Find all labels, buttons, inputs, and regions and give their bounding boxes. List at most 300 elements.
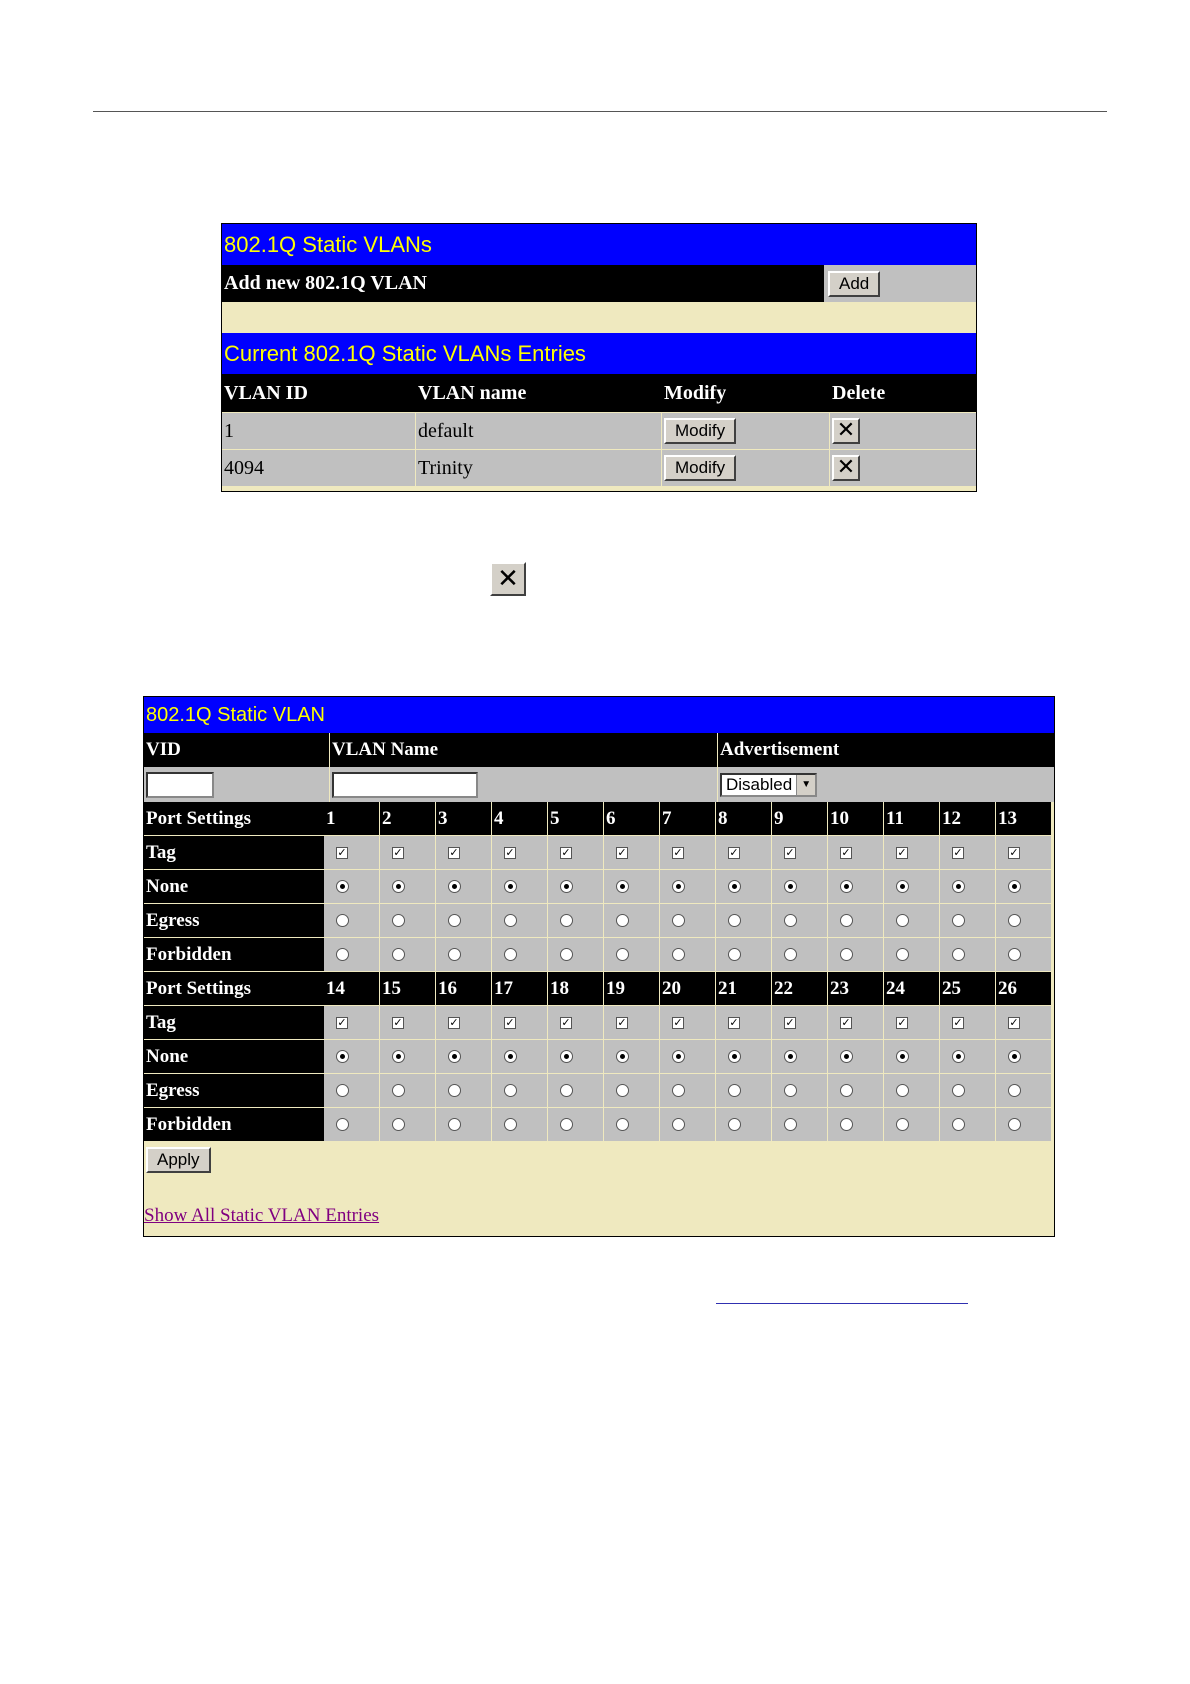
port-cell bbox=[884, 1006, 940, 1040]
port-cell bbox=[324, 1040, 380, 1074]
delete-x-icon[interactable]: ✕ bbox=[832, 455, 860, 481]
port-cell bbox=[828, 1108, 884, 1142]
port-number-header: 24 bbox=[884, 972, 940, 1006]
egress-radio[interactable] bbox=[672, 914, 685, 927]
radio-selected-dot bbox=[900, 884, 905, 889]
vlan-name-input[interactable] bbox=[332, 772, 478, 798]
egress-radio[interactable] bbox=[504, 1084, 517, 1097]
modify-button[interactable]: Modify bbox=[664, 418, 736, 444]
port-cell bbox=[548, 870, 604, 904]
port-cell bbox=[660, 904, 716, 938]
egress-radio[interactable] bbox=[448, 914, 461, 927]
port-setting-label: None bbox=[144, 1040, 324, 1074]
port-setting-label: Egress bbox=[144, 904, 324, 938]
port-cell bbox=[940, 1108, 996, 1142]
none-radio[interactable] bbox=[336, 880, 349, 893]
forbidden-radio[interactable] bbox=[616, 948, 629, 961]
port-setting-row-forbidden bbox=[144, 1108, 1054, 1142]
port-number-header: 3 bbox=[436, 802, 492, 836]
port-number-header: 21 bbox=[716, 972, 772, 1006]
none-radio[interactable] bbox=[616, 1050, 629, 1063]
none-radio[interactable] bbox=[728, 880, 741, 893]
port-cell bbox=[380, 836, 436, 870]
port-number-header: 10 bbox=[828, 802, 884, 836]
none-radio[interactable] bbox=[392, 1050, 405, 1063]
port-cell bbox=[884, 870, 940, 904]
none-radio[interactable] bbox=[952, 880, 965, 893]
static-vlans-panel bbox=[221, 223, 977, 492]
egress-radio[interactable] bbox=[728, 1084, 741, 1097]
tag-checkbox[interactable]: ✓ bbox=[1009, 845, 1019, 859]
port-cell bbox=[436, 836, 492, 870]
none-radio[interactable] bbox=[504, 880, 517, 893]
port-cell bbox=[996, 836, 1052, 870]
port-cell bbox=[548, 904, 604, 938]
tag-checkbox[interactable]: ✓ bbox=[561, 845, 571, 859]
port-cell bbox=[996, 1006, 1052, 1040]
none-radio[interactable] bbox=[952, 1050, 965, 1063]
forbidden-radio[interactable] bbox=[504, 948, 517, 961]
forbidden-radio[interactable] bbox=[840, 1118, 853, 1131]
entries-header bbox=[222, 374, 976, 412]
forbidden-radio[interactable] bbox=[616, 1118, 629, 1131]
col-modify: Modify bbox=[662, 374, 830, 412]
port-cell bbox=[716, 904, 772, 938]
port-cell bbox=[828, 870, 884, 904]
radio-selected-dot bbox=[1012, 884, 1017, 889]
port-settings-label: Port Settings bbox=[144, 972, 324, 1006]
port-cell bbox=[996, 1108, 1052, 1142]
tag-checkbox[interactable]: ✓ bbox=[673, 1015, 683, 1029]
tag-checkbox[interactable]: ✓ bbox=[449, 845, 459, 859]
port-cell bbox=[380, 938, 436, 972]
port-cell bbox=[436, 1040, 492, 1074]
delete-cell bbox=[830, 450, 976, 486]
apply-button[interactable]: Apply bbox=[146, 1147, 211, 1173]
tag-checkbox[interactable]: ✓ bbox=[449, 1015, 459, 1029]
radio-selected-dot bbox=[340, 1054, 345, 1059]
port-number-header: 4 bbox=[492, 802, 548, 836]
egress-radio[interactable] bbox=[672, 1084, 685, 1097]
port-cell bbox=[380, 1074, 436, 1108]
none-radio[interactable] bbox=[784, 1050, 797, 1063]
egress-radio[interactable] bbox=[840, 1084, 853, 1097]
port-setting-label: Forbidden bbox=[144, 938, 324, 972]
forbidden-radio[interactable] bbox=[728, 948, 741, 961]
port-number-header: 5 bbox=[548, 802, 604, 836]
egress-radio[interactable] bbox=[952, 914, 965, 927]
egress-radio[interactable] bbox=[616, 1084, 629, 1097]
radio-selected-dot bbox=[452, 1054, 457, 1059]
port-cell bbox=[940, 1074, 996, 1108]
port-settings-grid bbox=[144, 802, 1054, 1142]
advertisement-cell bbox=[718, 767, 1054, 802]
port-cell bbox=[716, 1006, 772, 1040]
forbidden-radio[interactable] bbox=[784, 948, 797, 961]
tag-checkbox[interactable]: ✓ bbox=[785, 845, 795, 859]
advertisement-value: Disabled bbox=[726, 774, 793, 794]
tag-checkbox[interactable]: ✓ bbox=[897, 845, 907, 859]
forbidden-radio[interactable] bbox=[392, 948, 405, 961]
vid-cell bbox=[144, 767, 330, 802]
forbidden-radio[interactable] bbox=[728, 1118, 741, 1131]
port-cell bbox=[884, 938, 940, 972]
port-cell bbox=[772, 1006, 828, 1040]
port-cell bbox=[604, 1006, 660, 1040]
port-number-header: 20 bbox=[660, 972, 716, 1006]
forbidden-radio[interactable] bbox=[560, 948, 573, 961]
port-setting-label: Forbidden bbox=[144, 1108, 324, 1142]
port-cell bbox=[380, 904, 436, 938]
egress-radio[interactable] bbox=[896, 1084, 909, 1097]
col-vlan-id: VLAN ID bbox=[222, 374, 416, 412]
forbidden-radio[interactable] bbox=[952, 1118, 965, 1131]
modify-button[interactable]: Modify bbox=[664, 455, 736, 481]
forbidden-radio[interactable] bbox=[952, 948, 965, 961]
forbidden-radio[interactable] bbox=[672, 1118, 685, 1131]
port-cell bbox=[604, 1040, 660, 1074]
table-row bbox=[222, 412, 976, 449]
none-radio[interactable] bbox=[672, 880, 685, 893]
vlan-id-cell: 1 bbox=[222, 413, 416, 449]
port-cell bbox=[548, 1074, 604, 1108]
radio-selected-dot bbox=[564, 1054, 569, 1059]
radio-selected-dot bbox=[732, 884, 737, 889]
port-cell bbox=[940, 904, 996, 938]
port-cell bbox=[380, 1006, 436, 1040]
none-radio[interactable] bbox=[1008, 880, 1021, 893]
forbidden-radio[interactable] bbox=[336, 948, 349, 961]
egress-radio[interactable] bbox=[448, 1084, 461, 1097]
egress-radio[interactable] bbox=[1008, 1084, 1021, 1097]
footer-link-underline bbox=[716, 1303, 968, 1304]
port-cell bbox=[324, 904, 380, 938]
vlan-fields-row bbox=[144, 767, 1054, 802]
tag-checkbox[interactable]: ✓ bbox=[673, 845, 683, 859]
port-cell bbox=[660, 870, 716, 904]
forbidden-radio[interactable] bbox=[672, 948, 685, 961]
port-setting-row-egress bbox=[144, 904, 1054, 938]
tag-checkbox[interactable]: ✓ bbox=[505, 1015, 515, 1029]
tag-checkbox[interactable]: ✓ bbox=[561, 1015, 571, 1029]
port-cell bbox=[996, 1040, 1052, 1074]
port-setting-label: Tag bbox=[144, 836, 324, 870]
port-cell bbox=[492, 1074, 548, 1108]
show-all-cell bbox=[144, 1205, 379, 1227]
port-cell bbox=[604, 904, 660, 938]
egress-radio[interactable] bbox=[616, 914, 629, 927]
port-cell bbox=[996, 938, 1052, 972]
port-number-header: 16 bbox=[436, 972, 492, 1006]
egress-radio[interactable] bbox=[784, 1084, 797, 1097]
port-cell bbox=[716, 870, 772, 904]
none-radio[interactable] bbox=[896, 1050, 909, 1063]
port-settings-header-row bbox=[144, 802, 1054, 836]
port-cell bbox=[660, 1006, 716, 1040]
egress-radio[interactable] bbox=[952, 1084, 965, 1097]
table-row bbox=[222, 449, 976, 486]
radio-selected-dot bbox=[508, 884, 513, 889]
radio-selected-dot bbox=[1012, 1054, 1017, 1059]
none-radio[interactable] bbox=[728, 1050, 741, 1063]
none-radio[interactable] bbox=[840, 1050, 853, 1063]
port-cell bbox=[828, 938, 884, 972]
port-number-header: 8 bbox=[716, 802, 772, 836]
tag-checkbox[interactable]: ✓ bbox=[1009, 1015, 1019, 1029]
modify-cell bbox=[662, 450, 830, 486]
egress-radio[interactable] bbox=[504, 914, 517, 927]
advertisement-select[interactable] bbox=[720, 773, 817, 797]
port-cell bbox=[492, 1006, 548, 1040]
egress-radio[interactable] bbox=[1008, 914, 1021, 927]
forbidden-radio[interactable] bbox=[1008, 1118, 1021, 1131]
egress-radio[interactable] bbox=[560, 1084, 573, 1097]
port-cell bbox=[884, 836, 940, 870]
radio-selected-dot bbox=[788, 884, 793, 889]
vlan-id-cell: 4094 bbox=[222, 450, 416, 486]
port-cell bbox=[940, 870, 996, 904]
delete-x-icon[interactable]: ✕ bbox=[832, 418, 860, 444]
port-cell bbox=[548, 836, 604, 870]
port-setting-row-none bbox=[144, 870, 1054, 904]
forbidden-radio[interactable] bbox=[392, 1118, 405, 1131]
port-cell bbox=[660, 1074, 716, 1108]
port-setting-row-egress bbox=[144, 1074, 1054, 1108]
vid-label: VID bbox=[144, 733, 330, 767]
egress-radio[interactable] bbox=[840, 914, 853, 927]
static-vlan-title: 802.1Q Static VLAN bbox=[144, 697, 1054, 733]
modify-cell bbox=[662, 413, 830, 449]
port-cell bbox=[604, 938, 660, 972]
egress-radio[interactable] bbox=[784, 914, 797, 927]
forbidden-radio[interactable] bbox=[448, 1118, 461, 1131]
radio-selected-dot bbox=[396, 1054, 401, 1059]
delete-x-icon: ✕ bbox=[490, 562, 526, 596]
tag-checkbox[interactable]: ✓ bbox=[953, 845, 963, 859]
tag-checkbox[interactable]: ✓ bbox=[617, 845, 627, 859]
port-cell bbox=[548, 938, 604, 972]
port-cell bbox=[884, 1040, 940, 1074]
forbidden-radio[interactable] bbox=[896, 1118, 909, 1131]
radio-selected-dot bbox=[396, 884, 401, 889]
none-radio[interactable] bbox=[560, 880, 573, 893]
none-radio[interactable] bbox=[616, 880, 629, 893]
port-cell bbox=[660, 1040, 716, 1074]
port-cell bbox=[716, 1108, 772, 1142]
port-number-header: 9 bbox=[772, 802, 828, 836]
egress-radio[interactable] bbox=[560, 914, 573, 927]
port-setting-label: None bbox=[144, 870, 324, 904]
port-cell bbox=[772, 870, 828, 904]
chevron-down-icon: ▼ bbox=[796, 775, 815, 795]
none-radio[interactable] bbox=[1008, 1050, 1021, 1063]
tag-checkbox[interactable]: ✓ bbox=[729, 1015, 739, 1029]
port-cell bbox=[380, 870, 436, 904]
port-cell bbox=[324, 1006, 380, 1040]
forbidden-radio[interactable] bbox=[840, 948, 853, 961]
col-vlan-name: VLAN name bbox=[416, 374, 662, 412]
egress-radio[interactable] bbox=[728, 914, 741, 927]
tag-checkbox[interactable]: ✓ bbox=[393, 845, 403, 859]
port-cell bbox=[324, 836, 380, 870]
port-cell bbox=[828, 836, 884, 870]
port-cell bbox=[716, 1040, 772, 1074]
port-number-header: 15 bbox=[380, 972, 436, 1006]
entries-title: Current 802.1Q Static VLANs Entries bbox=[222, 333, 976, 374]
radio-selected-dot bbox=[564, 884, 569, 889]
none-radio[interactable] bbox=[448, 880, 461, 893]
port-cell bbox=[604, 870, 660, 904]
port-cell bbox=[716, 1074, 772, 1108]
show-all-static-vlan-entries-link[interactable]: Show All Static VLAN Entries bbox=[144, 1205, 380, 1226]
port-cell bbox=[884, 904, 940, 938]
vlan-name-cell bbox=[330, 767, 718, 802]
port-number-header: 2 bbox=[380, 802, 436, 836]
forbidden-radio[interactable] bbox=[1008, 948, 1021, 961]
port-cell bbox=[436, 938, 492, 972]
vid-input[interactable] bbox=[146, 772, 214, 798]
forbidden-radio[interactable] bbox=[896, 948, 909, 961]
port-cell bbox=[548, 1108, 604, 1142]
port-number-header: 7 bbox=[660, 802, 716, 836]
none-radio[interactable] bbox=[784, 880, 797, 893]
tag-checkbox[interactable]: ✓ bbox=[785, 1015, 795, 1029]
forbidden-radio[interactable] bbox=[448, 948, 461, 961]
port-cell bbox=[492, 1108, 548, 1142]
radio-selected-dot bbox=[732, 1054, 737, 1059]
port-cell bbox=[660, 938, 716, 972]
top-rule bbox=[93, 111, 1107, 112]
port-cell bbox=[492, 1040, 548, 1074]
port-cell bbox=[492, 938, 548, 972]
radio-selected-dot bbox=[788, 1054, 793, 1059]
none-radio[interactable] bbox=[336, 1050, 349, 1063]
egress-radio[interactable] bbox=[896, 914, 909, 927]
tag-checkbox[interactable]: ✓ bbox=[897, 1015, 907, 1029]
port-cell bbox=[772, 938, 828, 972]
tag-checkbox[interactable]: ✓ bbox=[617, 1015, 627, 1029]
radio-selected-dot bbox=[676, 884, 681, 889]
port-cell bbox=[772, 1074, 828, 1108]
port-cell bbox=[324, 870, 380, 904]
port-cell bbox=[828, 1006, 884, 1040]
port-cell bbox=[492, 836, 548, 870]
port-cell bbox=[772, 904, 828, 938]
egress-radio[interactable] bbox=[392, 1084, 405, 1097]
port-cell bbox=[436, 870, 492, 904]
port-number-header: 22 bbox=[772, 972, 828, 1006]
none-radio[interactable] bbox=[672, 1050, 685, 1063]
radio-selected-dot bbox=[956, 884, 961, 889]
port-cell bbox=[772, 836, 828, 870]
tag-checkbox[interactable]: ✓ bbox=[729, 845, 739, 859]
port-cell bbox=[996, 1074, 1052, 1108]
port-cell bbox=[660, 1108, 716, 1142]
none-radio[interactable] bbox=[896, 880, 909, 893]
radio-selected-dot bbox=[844, 884, 849, 889]
port-cell bbox=[772, 1108, 828, 1142]
port-number-header: 13 bbox=[996, 802, 1052, 836]
port-number-header: 1 bbox=[324, 802, 380, 836]
port-cell bbox=[828, 904, 884, 938]
radio-selected-dot bbox=[340, 884, 345, 889]
port-setting-row-tag bbox=[144, 1006, 1054, 1040]
static-vlans-title: 802.1Q Static VLANs bbox=[222, 224, 976, 265]
port-cell bbox=[884, 1074, 940, 1108]
col-delete: Delete bbox=[830, 374, 976, 412]
port-cell bbox=[324, 938, 380, 972]
tag-checkbox[interactable]: ✓ bbox=[841, 1015, 851, 1029]
tag-checkbox[interactable]: ✓ bbox=[337, 845, 347, 859]
none-radio[interactable] bbox=[392, 880, 405, 893]
add-vlan-row bbox=[222, 265, 976, 302]
vlan-name-label: VLAN Name bbox=[330, 733, 718, 767]
forbidden-radio[interactable] bbox=[784, 1118, 797, 1131]
port-cell bbox=[940, 938, 996, 972]
vlan-name-cell: Trinity bbox=[416, 450, 662, 486]
port-cell bbox=[604, 1108, 660, 1142]
port-cell bbox=[884, 1108, 940, 1142]
port-number-header: 19 bbox=[604, 972, 660, 1006]
none-radio[interactable] bbox=[840, 880, 853, 893]
vlan-fields-header bbox=[144, 733, 1054, 767]
radio-selected-dot bbox=[844, 1054, 849, 1059]
port-cell bbox=[716, 938, 772, 972]
tag-checkbox[interactable]: ✓ bbox=[393, 1015, 403, 1029]
egress-radio[interactable] bbox=[336, 1084, 349, 1097]
egress-radio[interactable] bbox=[336, 914, 349, 927]
add-cell bbox=[824, 265, 976, 302]
tag-checkbox[interactable]: ✓ bbox=[953, 1015, 963, 1029]
vlan-name-cell: default bbox=[416, 413, 662, 449]
forbidden-radio[interactable] bbox=[560, 1118, 573, 1131]
port-number-header: 6 bbox=[604, 802, 660, 836]
port-cell bbox=[996, 870, 1052, 904]
delete-cell bbox=[830, 413, 976, 449]
port-cell bbox=[940, 836, 996, 870]
none-radio[interactable] bbox=[560, 1050, 573, 1063]
port-cell bbox=[380, 1108, 436, 1142]
none-radio[interactable] bbox=[448, 1050, 461, 1063]
apply-cell bbox=[146, 1147, 211, 1173]
advertisement-label: Advertisement bbox=[718, 733, 1054, 767]
port-cell bbox=[940, 1006, 996, 1040]
port-cell bbox=[436, 1006, 492, 1040]
radio-selected-dot bbox=[452, 884, 457, 889]
none-radio[interactable] bbox=[504, 1050, 517, 1063]
tag-checkbox[interactable]: ✓ bbox=[841, 845, 851, 859]
tag-checkbox[interactable]: ✓ bbox=[505, 845, 515, 859]
static-vlan-panel bbox=[143, 696, 1055, 1237]
tag-checkbox[interactable]: ✓ bbox=[337, 1015, 347, 1029]
port-cell bbox=[548, 1040, 604, 1074]
forbidden-radio[interactable] bbox=[504, 1118, 517, 1131]
port-number-header: 12 bbox=[940, 802, 996, 836]
radio-selected-dot bbox=[508, 1054, 513, 1059]
port-setting-row-none bbox=[144, 1040, 1054, 1074]
port-cell bbox=[660, 836, 716, 870]
port-number-header: 23 bbox=[828, 972, 884, 1006]
forbidden-radio[interactable] bbox=[336, 1118, 349, 1131]
egress-radio[interactable] bbox=[392, 914, 405, 927]
port-setting-label: Tag bbox=[144, 1006, 324, 1040]
radio-selected-dot bbox=[900, 1054, 905, 1059]
port-number-header: 11 bbox=[884, 802, 940, 836]
add-vlan-button[interactable]: Add bbox=[828, 271, 880, 297]
port-cell bbox=[492, 904, 548, 938]
port-cell bbox=[436, 1074, 492, 1108]
port-cell bbox=[940, 1040, 996, 1074]
